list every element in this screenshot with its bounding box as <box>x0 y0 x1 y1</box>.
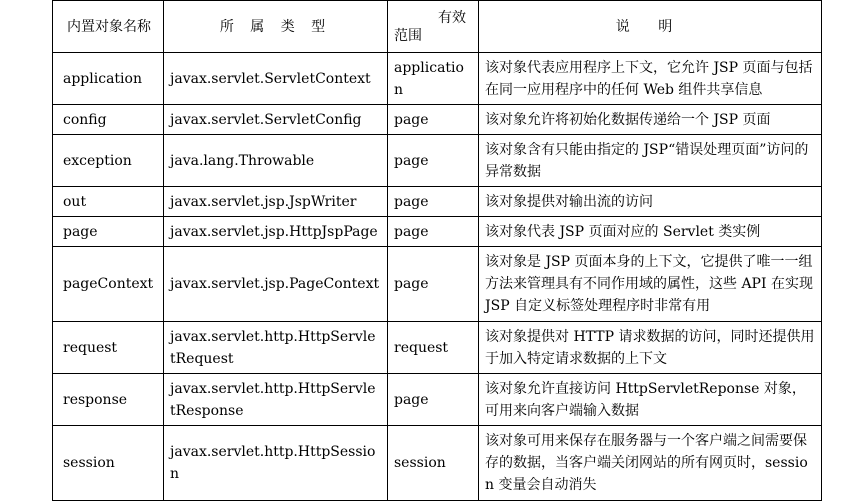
header-desc: 说 明 <box>479 1 822 53</box>
cell-type: javax.servlet.ServletContext <box>164 53 388 105</box>
cell-type: javax.servlet.ServletConfig <box>164 105 388 135</box>
cell-type: java.lang.Throwable <box>164 135 388 187</box>
cell-name: application <box>53 53 164 105</box>
cell-desc: 该对象含有只能由指定的 JSP“错误处理页面”访问的异常数据 <box>479 135 822 187</box>
cell-name: request <box>53 322 164 374</box>
jsp-implicit-objects-table <box>52 0 822 501</box>
table-header-row <box>53 1 822 53</box>
header-type: 所 属 类 型 <box>164 1 388 53</box>
table-row <box>53 187 822 217</box>
table-row <box>53 135 822 187</box>
cell-scope: session <box>388 426 479 501</box>
cell-scope: request <box>388 322 479 374</box>
table-row <box>53 105 822 135</box>
cell-name: response <box>53 374 164 426</box>
cell-scope: page <box>388 247 479 322</box>
cell-desc: 该对象代表 JSP 页面对应的 Servlet 类实例 <box>479 217 822 247</box>
cell-desc: 该对象提供对输出流的访问 <box>479 187 822 217</box>
cell-name: exception <box>53 135 164 187</box>
cell-type: javax.servlet.http.HttpSession <box>164 426 388 501</box>
cell-desc: 该对象提供对 HTTP 请求数据的访问，同时还提供用于加入特定请求数据的上下文 <box>479 322 822 374</box>
cell-name: config <box>53 105 164 135</box>
cell-desc: 该对象代表应用程序上下文，它允许 JSP 页面与包括在同一应用程序中的任何 Web 组件共享信息 <box>479 53 822 105</box>
cell-scope: application <box>388 53 479 105</box>
header-scope-line2: 范围 <box>394 27 422 44</box>
cell-type: javax.servlet.jsp.PageContext <box>164 247 388 322</box>
header-scope <box>388 1 479 53</box>
cell-name: session <box>53 426 164 501</box>
cell-scope: page <box>388 187 479 217</box>
cell-desc: 该对象可用来保存在服务器与一个客户端之间需要保存的数据，当客户端关闭网站的所有网页时，session 变量会自动消失 <box>479 426 822 501</box>
table-row <box>53 322 822 374</box>
cell-scope: page <box>388 374 479 426</box>
table-row <box>53 53 822 105</box>
table-row <box>53 426 822 501</box>
cell-name: pageContext <box>53 247 164 322</box>
cell-scope: page <box>388 135 479 187</box>
cell-desc: 该对象允许将初始化数据传递给一个 JSP 页面 <box>479 105 822 135</box>
cell-name: page <box>53 217 164 247</box>
cell-type: javax.servlet.jsp.JspWriter <box>164 187 388 217</box>
cell-scope: page <box>388 105 479 135</box>
table-row <box>53 374 822 426</box>
cell-type: javax.servlet.jsp.HttpJspPage <box>164 217 388 247</box>
cell-scope: page <box>388 217 479 247</box>
cell-name: out <box>53 187 164 217</box>
header-name: 内置对象名称 <box>53 1 164 53</box>
cell-type: javax.servlet.http.HttpServletResponse <box>164 374 388 426</box>
header-scope-line1: 有效 <box>438 9 466 26</box>
cell-desc: 该对象是 JSP 页面本身的上下文，它提供了唯一一组方法来管理具有不同作用域的属性，这些 API 在实现 JSP 自定义标签处理程序时非常有用 <box>479 247 822 322</box>
table-row <box>53 217 822 247</box>
cell-type: javax.servlet.http.HttpServletRequest <box>164 322 388 374</box>
cell-desc: 该对象允许直接访问 HttpServletReponse 对象，可用来向客户端输入数据 <box>479 374 822 426</box>
table-row <box>53 247 822 322</box>
